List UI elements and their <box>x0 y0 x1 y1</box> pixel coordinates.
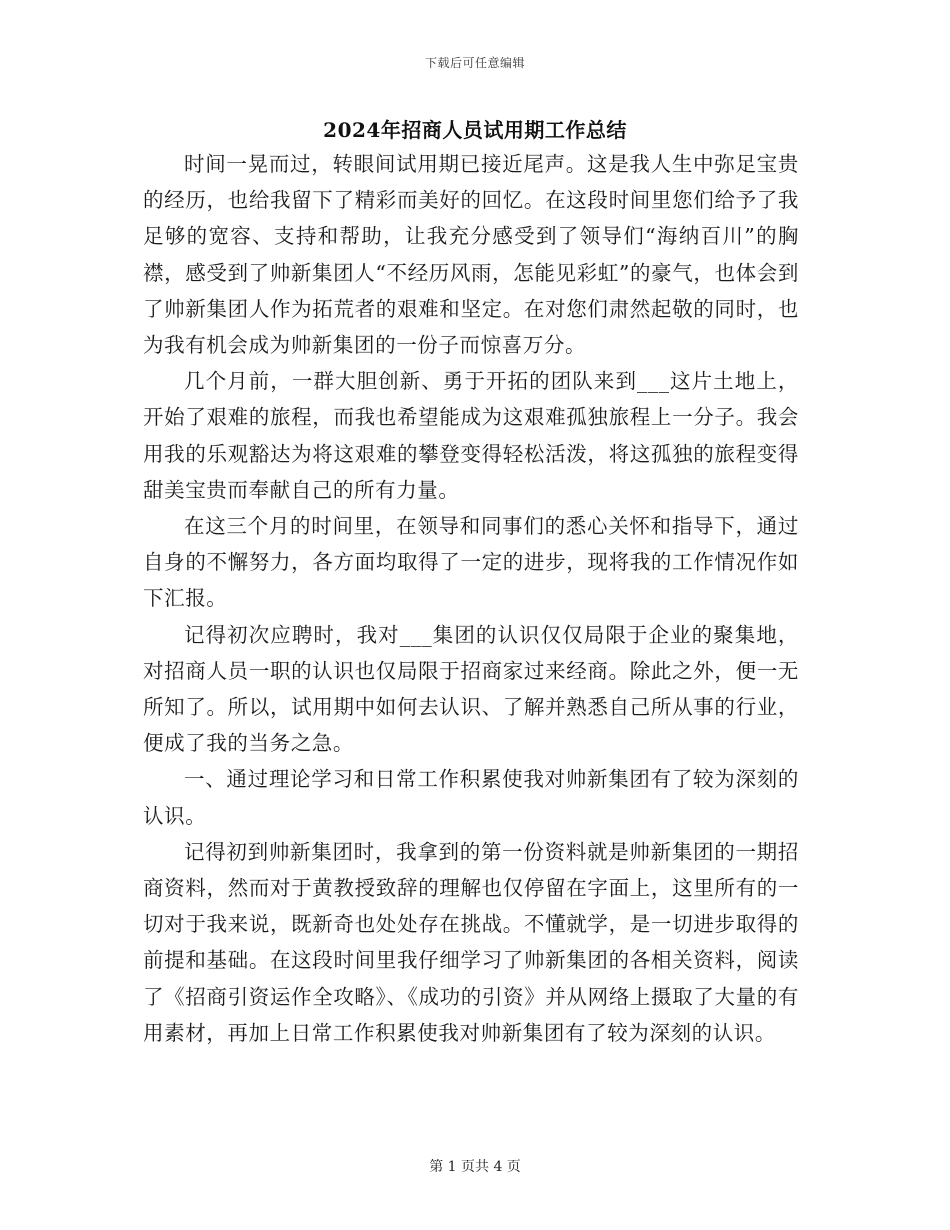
document-title: 2024年招商人员试用期工作总结 <box>323 118 627 142</box>
paragraph: 在这三个月的时间里，在领导和同事们的悉心关怀和指导下，通过自身的不懈努力，各方面均取得了一定的进步，现将我的工作情况作如下汇报。 <box>143 514 799 611</box>
page-number: 第 1 页共 4 页 <box>429 1159 521 1175</box>
paragraph: 时间一晃而过，转眼间试用期已接近尾声。这是我人生中弥足宝贵的经历，也给我留下了精彩而美好的回忆。在这段时间里您们给予了我足够的宽容、支持和帮助，让我充分感受到了领导们“海纳百川”的胸襟，感受到了帅新集团人“不经历风雨，怎能见彩虹”的豪气，也体会到了帅新集团人作为拓荒者的艰难和坚定。在对您们肃然起敬的同时，也为我有机会成为帅新集团的一份子而惊喜万分。 <box>143 152 799 358</box>
paragraph: 几个月前，一群大胆创新、勇于开拓的团队来到___这片土地上，开始了艰难的旅程，而我也希望能成为这艰难孤独旅程上一分子。我会用我的乐观豁达为将这艰难的攀登变得轻松活泼，将这孤独的旅程变得甜美宝贵而奉献自己的所有力量。 <box>143 369 799 502</box>
document-body <box>143 146 799 1051</box>
paragraph: 记得初到帅新集团时，我拿到的第一份资料就是帅新集团的一期招商资料，然而对于黄教授致辞的理解也仅停留在字面上，这里所有的一切对于我来说，既新奇也处处存在挑战。不懂就学，是一切进步取得的前提和基础。在这段时间里我仔细学习了帅新集团的各相关资料，阅读了《招商引资运作全攻略》、《成功的引资》并从网络上摄取了大量的有用素材，再加上日常工作积累使我对帅新集团有了较为深刻的认识。 <box>143 839 799 1045</box>
header-note: 下载后可任意编辑 <box>424 56 525 70</box>
paragraph: 记得初次应聘时，我对___集团的认识仅仅局限于企业的聚集地，对招商人员一职的认识也仅局限于招商家过来经商。除此之外，便一无所知了。所以，试用期中如何去认识、了解并熟悉自己所从事的行业，便成了我的当务之急。 <box>143 622 799 756</box>
paragraph: 一、通过理论学习和日常工作积累使我对帅新集团有了较为深刻的认识。 <box>143 767 799 828</box>
